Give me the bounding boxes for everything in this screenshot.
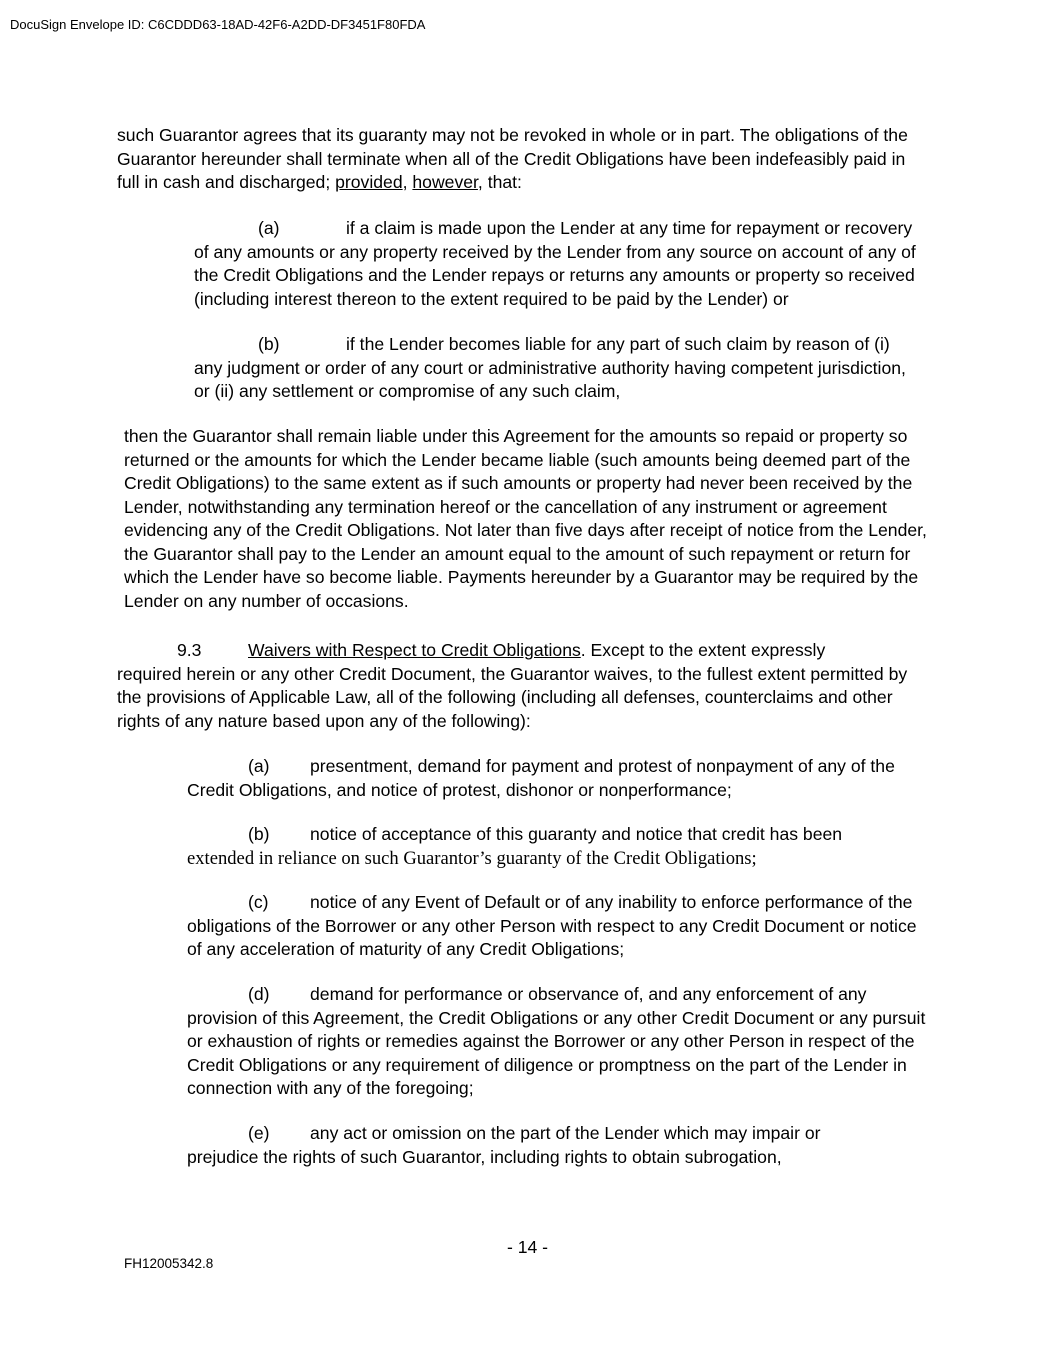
waiver-d bbox=[187, 983, 932, 1101]
waiver-e bbox=[187, 1122, 877, 1169]
waiver-a-text: presentment, demand for payment and protest of nonpayment of any of the Credit Obligations, and notice of protest, dishonor or nonperformance; bbox=[187, 756, 895, 800]
page-number: - 14 - bbox=[506, 1237, 549, 1257]
condition-a bbox=[194, 217, 934, 311]
waiver-d-text: demand for performance or observance of, and any enforcement of any provision of this Agreement, the Credit Obligations or any other Credit Document or any pursuit or exhaustion of rights or remedies against the Borrower or any other Person in respect of the Credit Obligations or any requirement of diligence or promptness on the part of the Lender in connection with any of the foregoing; bbox=[187, 984, 926, 1098]
section-title: Waivers with Respect to Credit Obligations bbox=[248, 640, 581, 660]
section-9-3 bbox=[117, 639, 917, 733]
waiver-b-text: extended in reliance on such Guarantor’s guaranty of the Credit Obligations; bbox=[187, 847, 757, 869]
waiver-c-text: notice of any Event of Default or of any inability to enforce performance of the obligations of the Borrower or any other Person with respect to any Credit Document or notice of any acceleration of maturity of any Credit Obligations; bbox=[187, 892, 917, 959]
waiver-d-label: (d) bbox=[248, 984, 270, 1004]
waiver-e-label: (e) bbox=[248, 1123, 270, 1143]
waiver-e-text: any act or omission on the part of the Lender which may impair or prejudice the rights of such Guarantor, including rights to obtain subrogation, bbox=[187, 1123, 821, 1167]
section-first-line: . Except to the extent expressly bbox=[580, 640, 826, 660]
docusign-envelope-id: DocuSign Envelope ID: C6CDDD63-18AD-42F6-A2DD-DF3451F80FDA bbox=[10, 17, 426, 32]
section-body: required herein or any other Credit Document, the Guarantor waives, to the fullest extent permitted by the provisions of Applicable Law, all of the following (including all defenses, counterclaims and other rights of any nature based upon any of the following): bbox=[117, 663, 908, 731]
waiver-a-label: (a) bbox=[248, 756, 270, 776]
condition-b-text: any judgment or order of any court or administrative authority having competent jurisdiction, or (ii) any settlement or compromise of any such claim, bbox=[194, 357, 906, 401]
waiver-a bbox=[187, 755, 932, 802]
intro-paragraph bbox=[117, 124, 917, 195]
waiver-b bbox=[187, 823, 932, 870]
provided-term: provided bbox=[335, 172, 403, 192]
condition-b-first-line: if the Lender becomes liable for any part of such claim by reason of (i) bbox=[346, 334, 890, 354]
condition-b bbox=[194, 333, 914, 404]
waiver-b-first-line: notice of acceptance of this guaranty and notice that credit has been bbox=[310, 824, 843, 844]
condition-b-label: (b) bbox=[258, 334, 280, 354]
section-number: 9.3 bbox=[177, 640, 202, 660]
intro-ending: , that: bbox=[477, 172, 522, 192]
intro-sep: , bbox=[402, 172, 413, 192]
continuation-paragraph: then the Guarantor shall remain liable under this Agreement for the amounts so repaid or property so returned or the amounts for which the Lender became liable (such amounts being deemed part of the Credit Obligations) to the same extent as if such amounts or property had never been received by the Lender, notwithstanding any termination hereof or the cancellation of any instrument or agreement evidencing any of the Credit Obligations. Not later than five days after receipt of notice from the Lender, the Guarantor shall pay to the Lender an amount equal to the amount of such repayment or return for which the Lender have so become liable. Payments hereunder by a Guarantor may be required by the Lender on any number of occasions. bbox=[124, 426, 927, 611]
waiver-c-label: (c) bbox=[248, 892, 269, 912]
condition-a-label: (a) bbox=[258, 218, 280, 238]
intro-text: such Guarantor agrees that its guaranty may not be revoked in whole or in part. The obligations of the Guarantor hereunder shall terminate when all of the Credit Obligations have been indefeasibly paid in full in cash and discharged; bbox=[117, 125, 908, 192]
condition-a-text: of any amounts or any property received by the Lender from any source on account of any of the Credit Obligations and the Lender repays or returns any amounts or property so received (including interest thereon to the extent required to be paid by the Lender) or bbox=[194, 241, 916, 309]
however-term: however bbox=[412, 172, 478, 192]
waiver-b-label: (b) bbox=[248, 824, 270, 844]
condition-a-first-line: if a claim is made upon the Lender at any time for repayment or recovery bbox=[346, 218, 913, 238]
waiver-c bbox=[187, 891, 922, 962]
document-id: FH12005342.8 bbox=[124, 1256, 214, 1271]
